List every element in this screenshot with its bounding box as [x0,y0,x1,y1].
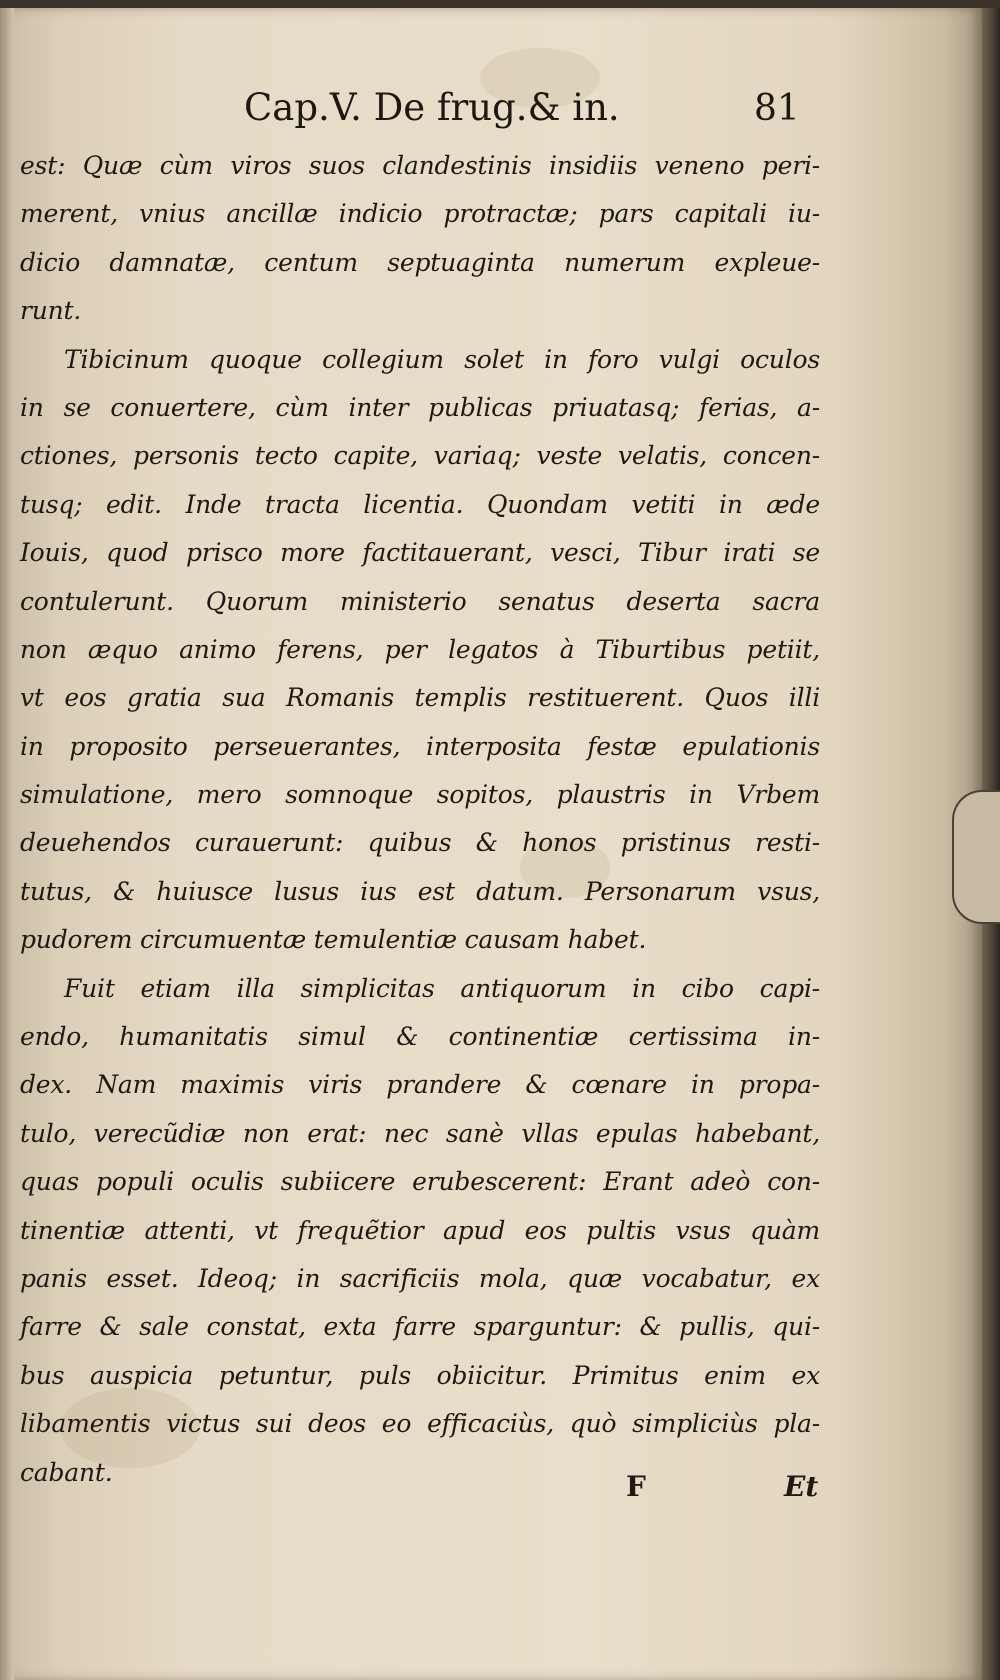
body-text [20,142,820,1497]
text-line: bus auspicia petuntur, puls obiicitur. Primitus enim ex [20,1360,820,1390]
text-line: deuehendos curauerunt: quibus & honos pristinus resti- [20,828,820,858]
signature-mark: F [626,1470,646,1503]
paragraph-start-line: Tibicinum quoque collegium solet in foro vulgi oculos [64,344,820,374]
text-line: tutus, & huiusce lusus ius est datum. Personarum vsus, [20,876,820,906]
text-line: libamentis victus sui deos eo efficaciùs, quò simpliciùs pla- [20,1409,820,1439]
text-line: pudorem circumuentæ temulentiæ causam habet. [20,925,647,955]
text-line: dex. Nam maximis viris prandere & cœnare in propa- [20,1070,820,1100]
text-line: farre & sale constat, exta farre sparguntur: & pullis, qui- [20,1312,820,1342]
text-line: ctiones, personis tecto capite, variaq; veste velatis, concen- [20,441,820,471]
text-line: est: Quæ cùm viros suos clandestinis insidiis veneno peri- [20,151,820,180]
text-line: in proposito perseuerantes, interposita festæ epulationis [20,731,820,761]
text-line: Iouis, quod prisco more factitauerant, vesci, Tibur irati se [20,538,820,568]
text-line: in se conuertere, cùm inter publicas priuatasq; ferias, a- [20,392,820,422]
text-line: simulatione, mero somnoque sopitos, plaustris in Vrbem [20,780,820,810]
page-number: 81 [754,88,800,129]
text-line: tusq; edit. Inde tracta licentia. Quondam vetiti in æde [20,489,820,519]
text-line: runt. [20,296,82,326]
text-line: tinentiæ attenti, vt frequẽtior apud eos pultis vsus quàm [20,1215,820,1245]
text-line: vt eos gratia sua Romanis templis restituerent. Quos illi [20,683,820,713]
text-line: cabant. [20,1457,113,1487]
text-line: contulerunt. Quorum ministerio senatus deserta sacra [20,586,820,616]
running-head [0,86,982,142]
direction-line [0,1470,982,1520]
gutter-shadow [0,8,14,1680]
text-line: panis esset. Ideoq; in sacrificiis mola, quæ vocabatur, ex [20,1263,820,1293]
text-line: endo, humanitatis simul & continentiæ certissima in- [20,1022,820,1052]
text-line: tulo, verecũdiæ non erat: nec sanè vllas epulas habebant, [20,1118,820,1148]
text-line: dicio damnatæ, centum septuaginta numerum expleue- [20,247,820,277]
page-clip [952,790,1000,924]
text-line: merent, vnius ancillæ indicio protractæ; pars capitali iu- [20,199,820,229]
running-head-title: Cap.V. De frug.& in. [244,86,620,129]
catchword: Et [784,1470,819,1503]
text-line: quas populi oculis subiicere erubescerent: Erant adeò con- [20,1167,820,1197]
paragraph-start-line: Fuit etiam illa simplicitas antiquorum in cibo capi- [64,973,820,1003]
text-line: non æquo animo ferens, per legatos à Tiburtibus petiit, [20,634,820,664]
